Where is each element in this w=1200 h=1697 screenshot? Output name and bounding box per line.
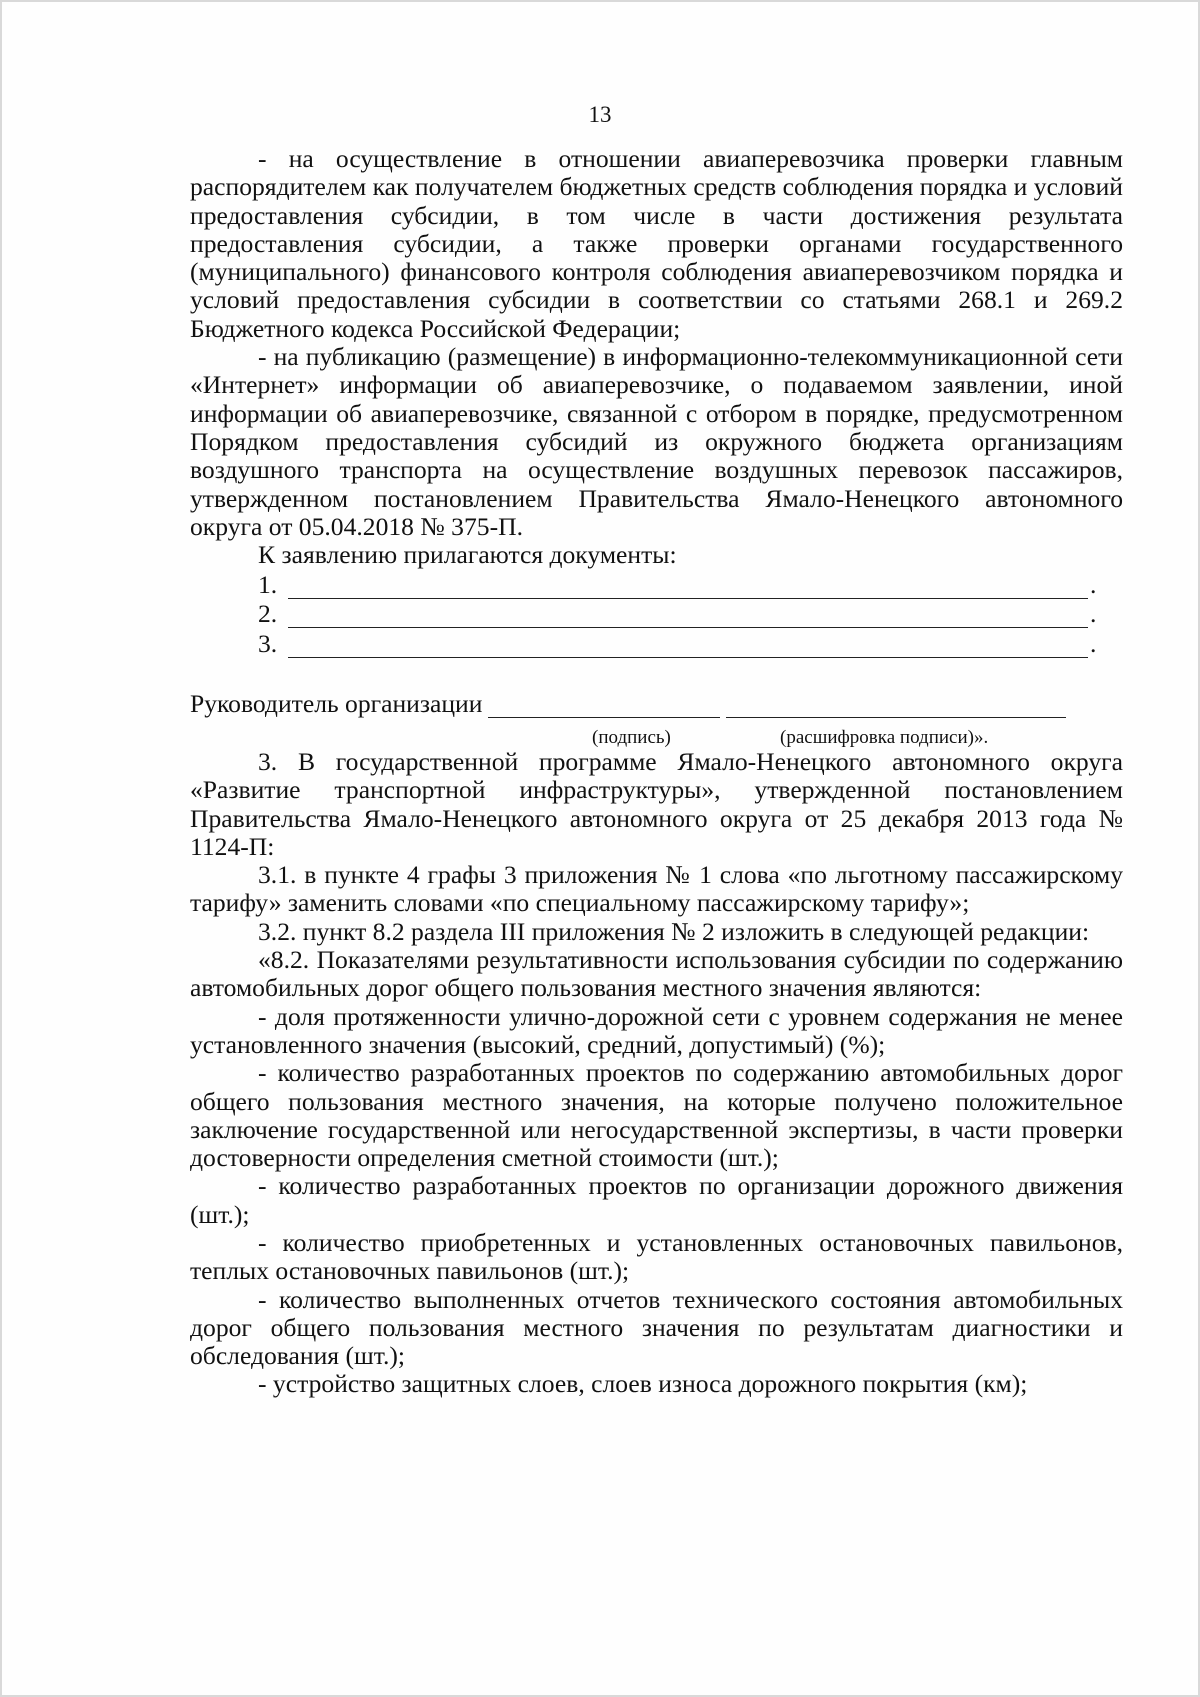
paragraph-section-3: 3. В государственной программе Ямало-Ненецкого автономного округа «Развитие транспортной инфраструктуры», утвержденной постановлением Правительства Ямало-Ненецкого автономного округа от 25 декабря 2013 года № 1124-П:	[190, 746, 1123, 861]
paragraph-consent-control: - на осуществление в отношении авиаперевозчика проверки главным распорядителем как получателем бюджетных средств соблюдения порядка и условий предоставления субсидии, в том числе в части достижения результата предоставления субсидии, а также проверки органами государственного (муниципального) финансового контроля соблюдения авиаперевозчиком порядка и условий предоставления субсидии в соответствии со статьями 268.1 и 269.2 Бюджетного кодекса Российской Федерации;	[190, 144, 1123, 343]
paragraph-indicator-pavilions: - количество приобретенных и установленных остановочных павильонов, теплых остановочных павильонов (шт.);	[190, 1228, 1123, 1286]
paragraph-section-8-2: «8.2. Показателями результативности использования субсидии по содержанию автомобильных дорог общего пользования местного значения являются:	[190, 945, 1123, 1003]
signature-blank-field[interactable]	[488, 697, 720, 718]
signature-caption: (подпись)	[592, 726, 671, 748]
attachment-blank-field[interactable]	[288, 607, 1088, 628]
signature-decoding-blank-field[interactable]	[726, 697, 1066, 718]
paragraph-consent-publication: - на публикацию (размещение) в информационно-телекоммуникационной сети «Интернет» информации об авиаперевозчике, о подаваемом заявлении, иной информации об авиаперевозчике, связанной с отбором в порядке, предусмотренном Порядком предоставления субсидий из окружного бюджета организациям воздушного транспорта на осуществление воздушных перевозок пассажиров, утвержденном постановлением Правительства Ямало-Ненецкого автономного округа от 05.04.2018 № 375-П.	[190, 342, 1123, 541]
attachment-number: 1.	[258, 569, 278, 599]
signature-captions	[190, 718, 1123, 748]
attachment-line-1	[258, 569, 1123, 599]
signature-row	[190, 688, 1123, 718]
attachment-end: .	[1090, 569, 1097, 599]
attachment-end: .	[1090, 628, 1097, 658]
document-body	[190, 145, 1123, 1399]
attachment-line-2	[258, 599, 1123, 629]
attachment-number: 2.	[258, 599, 278, 629]
paragraph-indicator-projects-traffic: - количество разработанных проектов по организации дорожного движения (шт.);	[190, 1171, 1123, 1229]
signature-label: Руководитель организации	[190, 688, 483, 718]
attachment-number: 3.	[258, 628, 278, 658]
paragraph-section-3-1: 3.1. в пункте 4 графы 3 приложения № 1 слова «по льготному пассажирскому тарифу» заменить словами «по специальному пассажирскому тарифу»;	[190, 860, 1123, 918]
paragraph-indicator-road-layers: - устройство защитных слоев, слоев износа дорожного покрытия (км);	[258, 1369, 1028, 1399]
paragraph-indicator-road-share: - доля протяженности улично-дорожной сети с уровнем содержания не менее установленного значения (высокий, средний, допустимый) (%);	[190, 1001, 1123, 1059]
attachment-blank-field[interactable]	[288, 637, 1088, 658]
attachment-line-3	[258, 628, 1123, 658]
paragraph-section-3-2: 3.2. пункт 8.2 раздела III приложения № 2 изложить в следующей редакции:	[258, 916, 1090, 946]
signature-decoding-caption: (расшифровка подписи)».	[780, 726, 989, 748]
page-number: 13	[588, 102, 612, 127]
attachment-end: .	[1090, 599, 1097, 629]
attachment-blank-field[interactable]	[288, 578, 1088, 599]
paragraph-indicator-reports: - количество выполненных отчетов технического состояния автомобильных дорог общего пользования местного значения по результатам диагностики и обследования (шт.);	[190, 1284, 1123, 1371]
paragraph-attachments-heading: К заявлению прилагаются документы:	[258, 540, 677, 570]
paragraph-indicator-projects-maintenance: - количество разработанных проектов по содержанию автомобильных дорог общего пользования местного значения, на которые получено положительное заключение государственной или негосударственной экспертизы, в части проверки достоверности определения сметной стоимости (шт.);	[190, 1058, 1123, 1173]
